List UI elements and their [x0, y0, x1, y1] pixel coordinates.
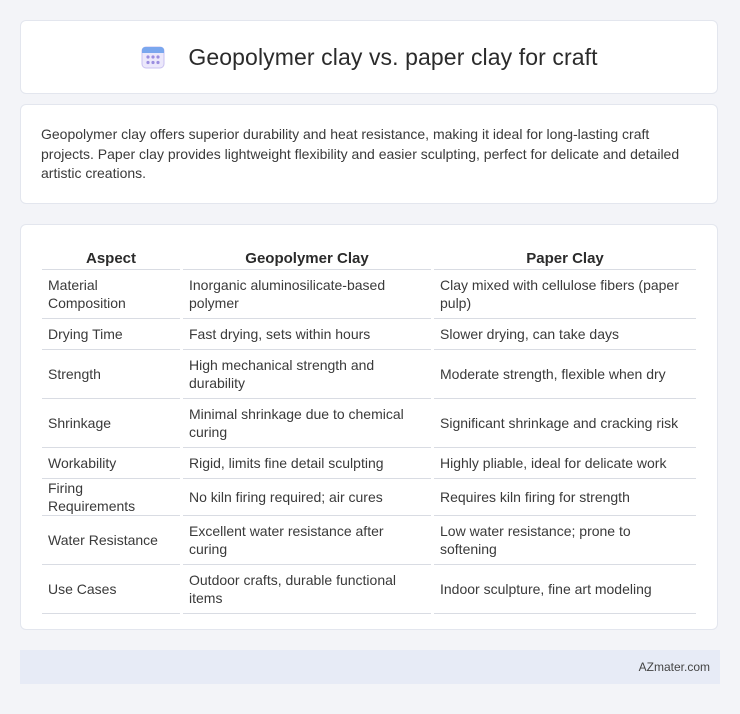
- table-row: [42, 270, 696, 319]
- summary-text: Geopolymer clay offers superior durability and heat resistance, making it ideal for long-lasting craft projects. Paper clay provides lightweight flexibility and easier sculpting, perfect for delicate and detailed artistic creations.: [41, 126, 680, 181]
- cell-geopolymer: Minimal shrinkage due to chemical curing: [183, 399, 431, 448]
- comparison-card: [20, 224, 718, 630]
- footer-brand: AZmater.com: [638, 660, 710, 674]
- table-row: [42, 350, 696, 399]
- cell-paper: Moderate strength, flexible when dry: [434, 350, 696, 399]
- table-row: [42, 516, 696, 565]
- header-geopolymer-clay: Geopolymer Clay: [183, 247, 431, 270]
- cell-paper: Clay mixed with cellulose fibers (paper pulp): [434, 270, 696, 319]
- table-row: [42, 448, 696, 479]
- cell-geopolymer: Inorganic aluminosilicate-based polymer: [183, 270, 431, 319]
- cell-paper: Significant shrinkage and cracking risk: [434, 399, 696, 448]
- cell-geopolymer: Excellent water resistance after curing: [183, 516, 431, 565]
- table-row: [42, 565, 696, 614]
- cell-geopolymer: High mechanical strength and durability: [183, 350, 431, 399]
- cell-aspect: Use Cases: [42, 565, 180, 614]
- cell-paper: Requires kiln firing for strength: [434, 479, 696, 516]
- calendar-icon: [140, 44, 166, 70]
- cell-paper: Low water resistance; prone to softening: [434, 516, 696, 565]
- title-card: [20, 20, 718, 94]
- table-row: [42, 319, 696, 350]
- cell-aspect: Material Composition: [42, 270, 180, 319]
- table-row: [42, 479, 696, 516]
- cell-aspect: Drying Time: [42, 319, 180, 350]
- cell-aspect: Strength: [42, 350, 180, 399]
- table-header-row: [42, 247, 696, 270]
- cell-paper: Slower drying, can take days: [434, 319, 696, 350]
- cell-aspect: Firing Requirements: [42, 479, 180, 516]
- cell-aspect: Shrinkage: [42, 399, 180, 448]
- header-paper-clay: Paper Clay: [434, 247, 696, 270]
- summary-card: [20, 104, 718, 204]
- cell-geopolymer: Fast drying, sets within hours: [183, 319, 431, 350]
- page-title: Geopolymer clay vs. paper clay for craft: [188, 43, 598, 70]
- cell-geopolymer: No kiln firing required; air cures: [183, 479, 431, 516]
- cell-paper: Indoor sculpture, fine art modeling: [434, 565, 696, 614]
- cell-aspect: Water Resistance: [42, 516, 180, 565]
- cell-paper: Highly pliable, ideal for delicate work: [434, 448, 696, 479]
- cell-aspect: Workability: [42, 448, 180, 479]
- cell-geopolymer: Rigid, limits fine detail sculpting: [183, 448, 431, 479]
- header-aspect: Aspect: [42, 247, 180, 270]
- comparison-table: [39, 247, 699, 614]
- table-row: [42, 399, 696, 448]
- footer-bar: [20, 650, 720, 684]
- cell-geopolymer: Outdoor crafts, durable functional items: [183, 565, 431, 614]
